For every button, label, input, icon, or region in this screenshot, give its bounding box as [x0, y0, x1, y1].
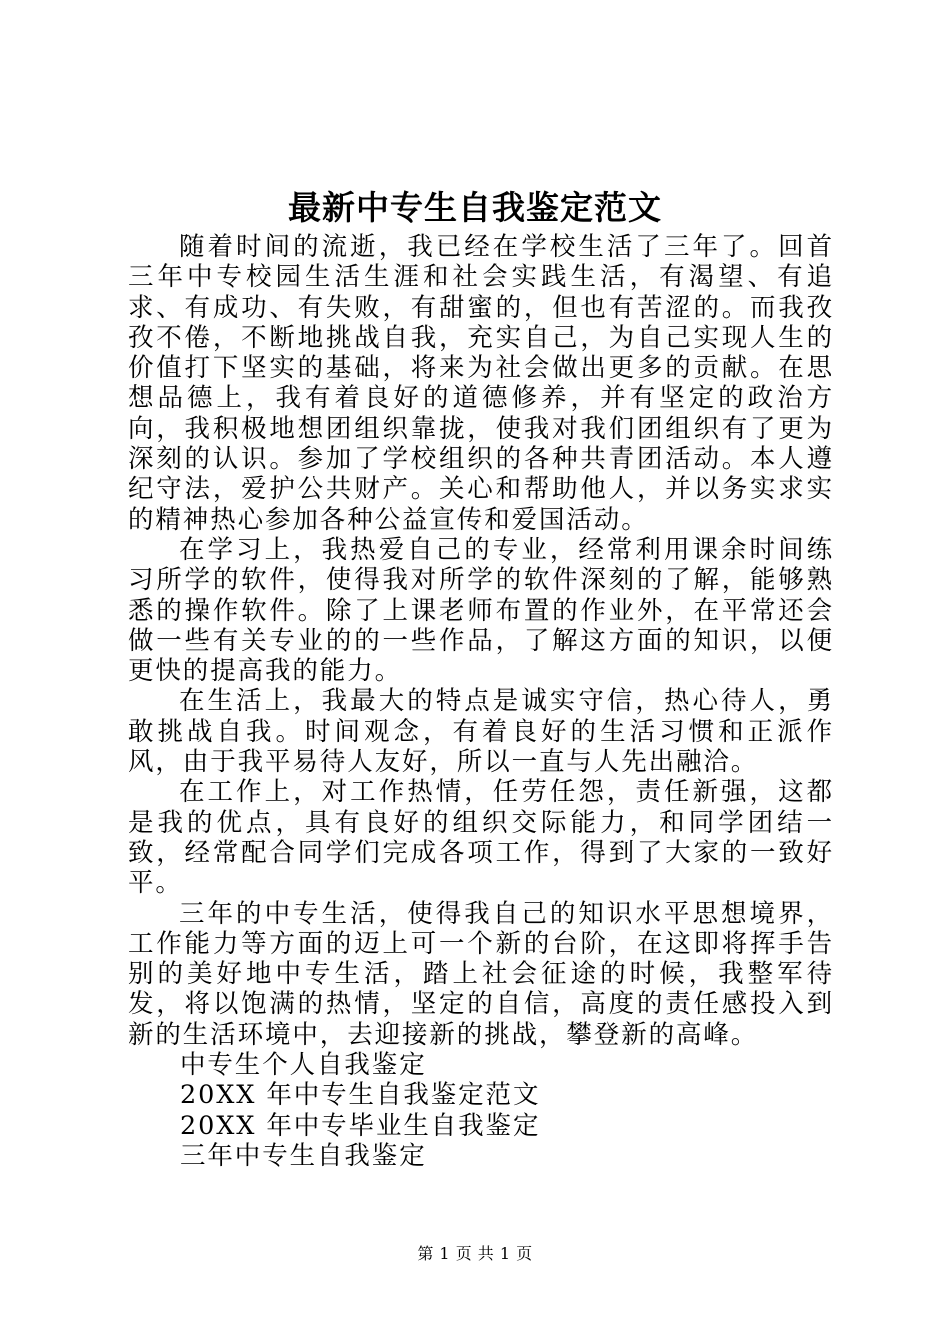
related-title-item: 20XX 年中专生自我鉴定范文: [180, 1080, 541, 1111]
page-number-footer: 第 1 页 共 1 页: [417, 1244, 533, 1263]
document-title: 最新中专生自我鉴定范文: [288, 188, 662, 227]
paragraph-intro: 随着时间的流逝，我已经在学校生活了三年了。回首三年中专校园生活生涯和社会实践生活，有渴望、有追求、有成功、有失败，有甜蜜的，但也有苦涩的。而我孜孜不倦，不断地挑战自我，充实自己，为自己实现人生的价值打下坚实的基础，将来为社会做出更多的贡献。在思想品德上，我有着良好的道德修养，并有坚定的政治方向，我积极地想团组织靠拢，使我对我们团组织有了更为深刻的认识。参加了学校组织的各种共青团活动。本人遵纪守法，爱护公共财产。关心和帮助他人，并以务实求实的精神热心参加各种公益宣传和爱国活动。: [128, 232, 834, 535]
document-body: [128, 232, 834, 1171]
related-titles-list: [128, 1050, 834, 1171]
related-title-item: 中专生个人自我鉴定: [180, 1050, 427, 1081]
paragraph-work: 在工作上，对工作热情，任劳任怨，责任新强，这都是我的优点，具有良好的组织交际能力，和同学团结一致，经常配合同学们完成各项工作，得到了大家的一致好平。: [128, 777, 834, 899]
paragraph-conclusion: 三年的中专生活，使得我自己的知识水平思想境界，工作能力等方面的迈上可一个新的台阶，在这即将挥手告别的美好地中专生活，踏上社会征途的时候，我整军待发，将以饱满的热情，坚定的自信，高度的责任感投入到新的生活环境中，去迎接新的挑战，攀登新的高峰。: [128, 898, 834, 1050]
paragraph-study: 在学习上，我热爱自己的专业，经常利用课余时间练习所学的软件，使得我对所学的软件深刻的了解，能够熟悉的操作软件。除了上课老师布置的作业外，在平常还会做一些有关专业的的一些作品，了解这方面的知识，以便更快的提高我的能力。: [128, 534, 834, 687]
related-title-item: 三年中专生自我鉴定: [180, 1140, 427, 1171]
related-title-item: 20XX 年中专毕业生自我鉴定: [180, 1110, 541, 1141]
paragraph-life: 在生活上，我最大的特点是诚实守信，热心待人，勇敢挑战自我。时间观念，有着良好的生活习惯和正派作风，由于我平易待人友好，所以一直与人先出融洽。: [128, 686, 834, 778]
